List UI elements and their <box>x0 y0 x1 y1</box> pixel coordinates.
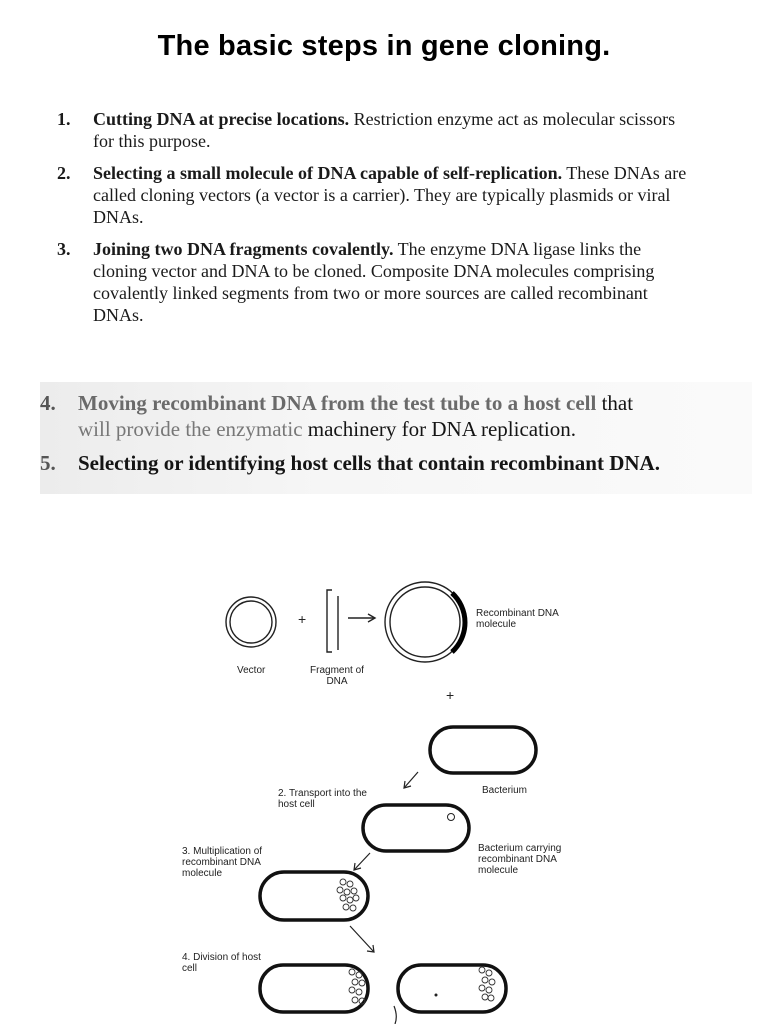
step-lead: Moving recombinant DNA from the test tube to a host cell <box>78 391 597 415</box>
step-text-faded: will provide the enzymatic <box>78 417 303 441</box>
step-lead: Selecting a small molecule of DNA capable of self-replication. <box>93 163 563 183</box>
daughter-cell-left <box>260 965 368 1012</box>
cloning-diagram <box>180 570 600 1024</box>
small-dot <box>435 994 438 997</box>
arrow-to-host <box>404 772 418 788</box>
step-text: The enzyme DNA ligase links the cloning vector and DNA to be cloned. Composite DNA molecules comprising covalently linked segments from two or more sources are called recombinant DNAs. <box>93 239 655 325</box>
recombinant-plasmid-inner <box>390 587 460 657</box>
steps-list-part1 <box>55 108 695 336</box>
step-item <box>40 382 752 442</box>
division-label: 4. Division of host cell <box>182 952 261 974</box>
step-item <box>55 238 695 326</box>
division-mark <box>394 1006 396 1024</box>
step-text: Restriction enzyme act as molecular scissors for this purpose. <box>93 109 676 151</box>
vector-plasmid-inner <box>230 601 272 643</box>
steps-list-part2 <box>40 382 752 494</box>
vector-plasmid-outer <box>226 597 276 647</box>
fragment-label: Fragment of DNA <box>310 665 364 687</box>
step-text: that <box>596 391 634 415</box>
step-number: 2. <box>57 163 71 183</box>
step-number: 5. <box>40 451 56 475</box>
step-lead: Cutting DNA at precise locations. <box>93 109 350 129</box>
bacterium-label: Bacterium <box>482 785 528 796</box>
bacterium-carrying-label: Bacterium carrying recombinant DNA molecule <box>478 843 562 876</box>
plus-sign: + <box>298 611 307 627</box>
step-text: These DNAs are called cloning vectors (a vector is a carrier). They are typically plasmids or viral DNAs. <box>93 163 687 227</box>
fragment-bracket <box>327 590 332 652</box>
step-lead: Joining two DNA fragments covalently. <box>93 239 394 259</box>
plasmid-dot <box>448 814 455 821</box>
step-lead: Selecting or identifying host cells that contain recombinant DNA. <box>78 451 660 475</box>
daughter-cell-right <box>398 965 506 1012</box>
arrow-to-multiply <box>354 853 370 870</box>
arrow-to-division <box>350 926 374 952</box>
plus-sign-2: + <box>446 687 455 703</box>
step-item <box>55 108 695 152</box>
bacterium-cell <box>430 727 536 773</box>
plasmid-cluster <box>479 967 495 1001</box>
step-number: 4. <box>40 391 56 415</box>
step-text: machinery for DNA replication. <box>302 417 577 441</box>
step-number: 1. <box>57 109 71 129</box>
recombinant-label: Recombinant DNA molecule <box>476 608 559 630</box>
vector-label: Vector <box>237 665 266 676</box>
page-title: The basic steps in gene cloning. <box>157 30 611 62</box>
transport-label: 2. Transport into the host cell <box>278 788 367 810</box>
step-item <box>40 450 752 476</box>
step-number: 3. <box>57 239 71 259</box>
step-item <box>55 162 695 228</box>
host-cell <box>363 805 469 851</box>
plasmid-cluster <box>337 879 359 911</box>
multiplication-label: 3. Multiplication of recombinant DNA molecule <box>182 846 263 879</box>
host-cell-multiplied <box>260 872 368 920</box>
